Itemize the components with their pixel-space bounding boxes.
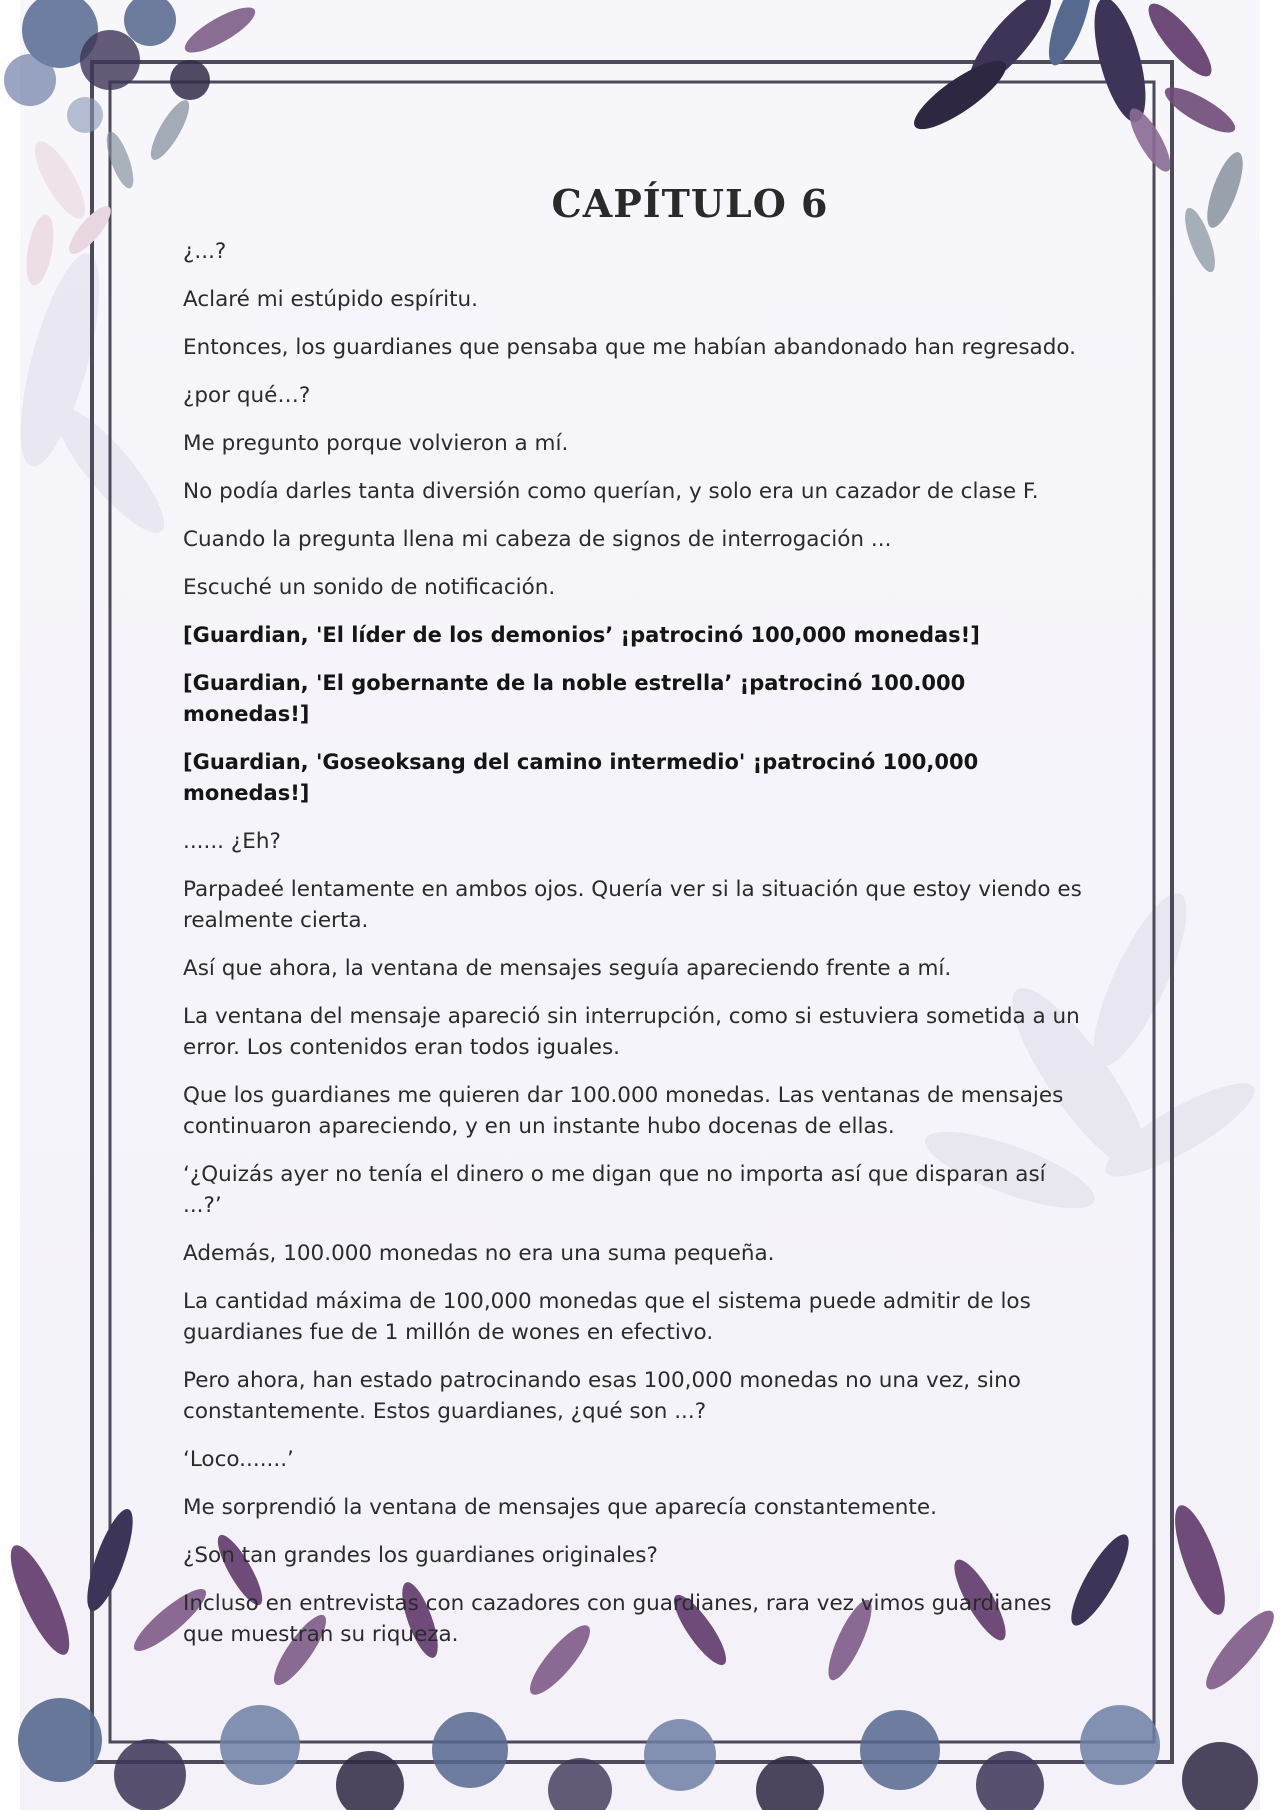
system-message: [Guardian, 'El líder de los demonios’ ¡patrocinó 100,000 monedas!] <box>183 623 980 647</box>
paragraph: Que los guardianes me quieren dar 100.000 monedas. Las ventanas de mensajes continuaron apareciendo, y en un instante hubo docenas de ellas. <box>183 1083 1064 1139</box>
paragraph: Así que ahora, la ventana de mensajes seguía apareciendo frente a mí. <box>183 956 952 981</box>
paragraph: Me pregunto porque volvieron a mí. <box>183 431 569 456</box>
system-message: [Guardian, 'El gobernante de la noble estrella’ ¡patrocinó 100.000 monedas!] <box>183 671 966 726</box>
paragraph: Pero ahora, han estado patrocinando esas 100,000 monedas no una vez, sino constantemente. Estos guardianes, ¿qué son ...? <box>183 1368 1021 1424</box>
paragraph: ¿...? <box>183 239 227 264</box>
paragraph: ...... ¿Eh? <box>183 829 281 854</box>
paragraph: Escuché un sonido de notificación. <box>183 575 556 600</box>
paragraph: ¿Son tan grandes los guardianes originales? <box>183 1543 658 1568</box>
paragraph: Incluso en entrevistas con cazadores con guardianes, rara vez vimos guardianes que muestran su riqueza. <box>183 1591 1052 1647</box>
paragraph: La ventana del mensaje apareció sin interrupción, como si estuviera sometida a un error. Los contenidos eran todos iguales. <box>183 1004 1080 1060</box>
system-message: [Guardian, 'Goseoksang del camino intermedio' ¡patrocinó 100,000 monedas!] <box>183 750 979 805</box>
document-body <box>183 178 1089 1667</box>
paragraph: Parpadeé lentamente en ambos ojos. Quería ver si la situación que estoy viendo es realmente cierta. <box>183 877 1082 933</box>
paragraph: ‘¿Quizás ayer no tenía el dinero o me digan que no importa así que disparan así ...?’ <box>183 1162 1046 1218</box>
chapter-title: CAPÍTULO 6 <box>551 181 829 226</box>
paragraph-list <box>183 236 1089 1650</box>
paragraph: Entonces, los guardianes que pensaba que me habían abandonado han regresado. <box>183 335 1076 360</box>
paragraph: Me sorprendió la ventana de mensajes que aparecía constantemente. <box>183 1495 937 1520</box>
paragraph: ¿por qué…? <box>183 383 311 408</box>
paragraph: Aclaré mi estúpido espíritu. <box>183 287 478 312</box>
paragraph: No podía darles tanta diversión como querían, y solo era un cazador de clase F. <box>183 479 1039 504</box>
paragraph: ‘Loco.......’ <box>183 1447 294 1472</box>
paragraph: Cuando la pregunta llena mi cabeza de signos de interrogación ... <box>183 527 892 552</box>
paragraph: La cantidad máxima de 100,000 monedas que el sistema puede admitir de los guardianes fue de 1 millón de wones en efectivo. <box>183 1289 1031 1345</box>
paragraph: Además, 100.000 monedas no era una suma pequeña. <box>183 1241 775 1266</box>
